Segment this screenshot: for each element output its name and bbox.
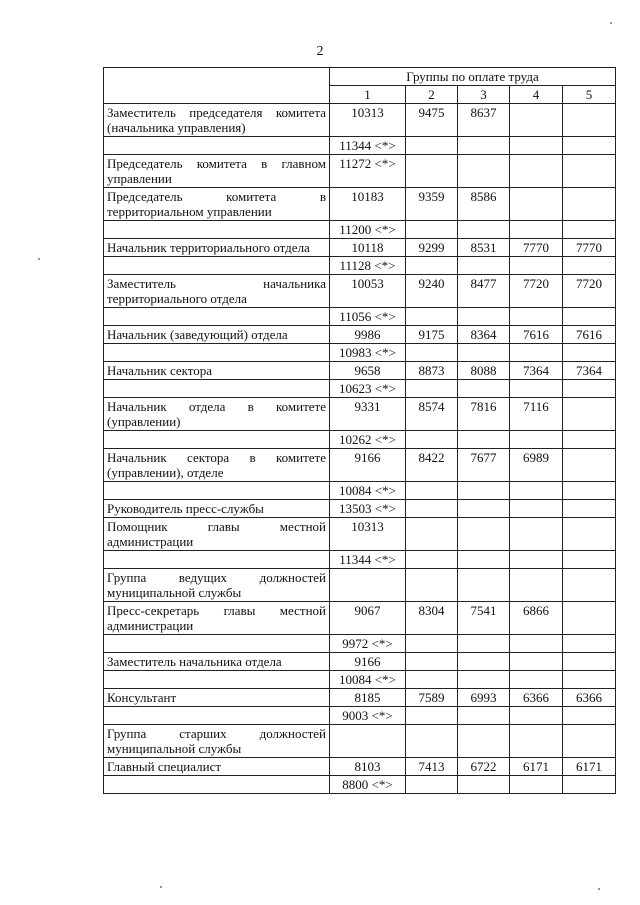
table-row	[104, 602, 616, 635]
salary-cell-group-1: 9658	[330, 362, 406, 380]
salary-cell-group-5	[563, 449, 616, 482]
salary-cell-group-5	[563, 155, 616, 188]
salary-cell-group-3	[458, 653, 510, 671]
salary-table	[103, 67, 616, 794]
salary-cell-group-1: 8800 <*>	[330, 776, 406, 794]
position-name-cell: Группа старших должностей муниципальной службы	[104, 725, 330, 758]
salary-cell-group-2	[406, 776, 458, 794]
salary-cell-group-4: 6989	[510, 449, 563, 482]
position-name-cell: Заместитель начальника территориального отдела	[104, 275, 330, 308]
salary-cell-group-3	[458, 551, 510, 569]
salary-cell-group-4	[510, 671, 563, 689]
table-row	[104, 188, 616, 221]
position-name-cell: Председатель комитета в территориальном управлении	[104, 188, 330, 221]
salary-cell-group-2	[406, 155, 458, 188]
position-name-cell	[104, 707, 330, 725]
column-header: 1	[330, 86, 406, 104]
position-name-cell: Начальник территориального отдела	[104, 239, 330, 257]
salary-cell-group-2	[406, 380, 458, 398]
salary-cell-group-5: 7364	[563, 362, 616, 380]
position-name-cell	[104, 344, 330, 362]
salary-cell-group-5	[563, 671, 616, 689]
salary-cell-group-1: 10262 <*>	[330, 431, 406, 449]
salary-cell-group-4	[510, 725, 563, 758]
salary-cell-group-4	[510, 569, 563, 602]
column-header: 4	[510, 86, 563, 104]
salary-cell-group-3: 8531	[458, 239, 510, 257]
salary-cell-group-5	[563, 308, 616, 326]
salary-cell-group-3: 6993	[458, 689, 510, 707]
salary-cell-group-2	[406, 344, 458, 362]
table-row	[104, 482, 616, 500]
position-name-cell: Председатель комитета в главном управлении	[104, 155, 330, 188]
salary-cell-group-1	[330, 569, 406, 602]
table-row	[104, 308, 616, 326]
table-row	[104, 500, 616, 518]
salary-cell-group-1: 10313	[330, 104, 406, 137]
salary-cell-group-4	[510, 551, 563, 569]
position-name-cell	[104, 635, 330, 653]
salary-cell-group-3	[458, 257, 510, 275]
salary-cell-group-3	[458, 671, 510, 689]
salary-cell-group-2	[406, 569, 458, 602]
table-row	[104, 398, 616, 431]
table-body	[104, 104, 616, 794]
salary-cell-group-4: 6171	[510, 758, 563, 776]
position-name-cell: Группа ведущих должностей муниципальной службы	[104, 569, 330, 602]
salary-cell-group-1: 11272 <*>	[330, 155, 406, 188]
salary-cell-group-3	[458, 707, 510, 725]
salary-cell-group-5	[563, 344, 616, 362]
position-name-cell	[104, 482, 330, 500]
salary-cell-group-3	[458, 344, 510, 362]
salary-cell-group-5	[563, 518, 616, 551]
salary-cell-group-1: 11344 <*>	[330, 551, 406, 569]
salary-cell-group-2	[406, 221, 458, 239]
salary-cell-group-4	[510, 344, 563, 362]
salary-cell-group-1: 11056 <*>	[330, 308, 406, 326]
salary-cell-group-2	[406, 431, 458, 449]
position-name-cell: Начальник (заведующий) отдела	[104, 326, 330, 344]
salary-cell-group-5	[563, 551, 616, 569]
salary-cell-group-2: 9299	[406, 239, 458, 257]
salary-cell-group-5	[563, 653, 616, 671]
salary-cell-group-1	[330, 725, 406, 758]
salary-cell-group-1: 9972 <*>	[330, 635, 406, 653]
salary-cell-group-2	[406, 707, 458, 725]
salary-cell-group-2	[406, 308, 458, 326]
salary-cell-group-3	[458, 725, 510, 758]
salary-cell-group-5: 7720	[563, 275, 616, 308]
salary-cell-group-2	[406, 653, 458, 671]
salary-cell-group-4	[510, 431, 563, 449]
table-row	[104, 689, 616, 707]
salary-cell-group-5	[563, 725, 616, 758]
salary-cell-group-1: 10084 <*>	[330, 482, 406, 500]
table-row	[104, 344, 616, 362]
salary-cell-group-5	[563, 221, 616, 239]
salary-cell-group-1: 13503 <*>	[330, 500, 406, 518]
salary-cell-group-3	[458, 482, 510, 500]
position-name-cell: Начальник отдела в комитете (управлении)	[104, 398, 330, 431]
position-name-cell	[104, 221, 330, 239]
salary-cell-group-1: 11200 <*>	[330, 221, 406, 239]
salary-cell-group-3	[458, 380, 510, 398]
table-row	[104, 326, 616, 344]
page-number: 2	[316, 44, 324, 59]
salary-cell-group-5: 6171	[563, 758, 616, 776]
table-row	[104, 449, 616, 482]
salary-cell-group-1: 11128 <*>	[330, 257, 406, 275]
header-row-groups	[104, 68, 616, 86]
salary-cell-group-4: 7116	[510, 398, 563, 431]
salary-cell-group-4	[510, 635, 563, 653]
salary-cell-group-2: 9359	[406, 188, 458, 221]
salary-cell-group-3: 7541	[458, 602, 510, 635]
position-name-cell: Консультант	[104, 689, 330, 707]
salary-cell-group-4: 6366	[510, 689, 563, 707]
salary-cell-group-5	[563, 188, 616, 221]
salary-cell-group-2	[406, 257, 458, 275]
salary-cell-group-2: 8422	[406, 449, 458, 482]
salary-cell-group-1: 9166	[330, 653, 406, 671]
table-row	[104, 221, 616, 239]
salary-cell-group-3: 8088	[458, 362, 510, 380]
position-name-cell	[104, 380, 330, 398]
position-name-cell: Начальник сектора в комитете (управлении), отделе	[104, 449, 330, 482]
salary-cell-group-5	[563, 482, 616, 500]
position-name-cell	[104, 137, 330, 155]
position-name-cell: Заместитель начальника отдела	[104, 653, 330, 671]
table-row	[104, 380, 616, 398]
salary-cell-group-1: 9003 <*>	[330, 707, 406, 725]
salary-cell-group-2	[406, 482, 458, 500]
salary-cell-group-4	[510, 518, 563, 551]
salary-cell-group-3	[458, 518, 510, 551]
salary-cell-group-3: 8637	[458, 104, 510, 137]
salary-cell-group-2: 9175	[406, 326, 458, 344]
column-header: 5	[563, 86, 616, 104]
table-row	[104, 155, 616, 188]
salary-cell-group-5: 7770	[563, 239, 616, 257]
salary-cell-group-1: 10183	[330, 188, 406, 221]
salary-cell-group-2: 8574	[406, 398, 458, 431]
salary-cell-group-1: 10084 <*>	[330, 671, 406, 689]
salary-cell-group-2: 7589	[406, 689, 458, 707]
position-name-cell	[104, 776, 330, 794]
salary-cell-group-1: 9331	[330, 398, 406, 431]
salary-cell-group-1: 10313	[330, 518, 406, 551]
scan-speck	[38, 258, 40, 260]
salary-cell-group-3	[458, 500, 510, 518]
table-row	[104, 671, 616, 689]
salary-cell-group-4: 7770	[510, 239, 563, 257]
salary-cell-group-3	[458, 635, 510, 653]
salary-cell-group-5	[563, 257, 616, 275]
salary-cell-group-5	[563, 380, 616, 398]
salary-cell-group-4: 6866	[510, 602, 563, 635]
salary-cell-group-2	[406, 137, 458, 155]
salary-cell-group-3: 8477	[458, 275, 510, 308]
header-empty-cell	[104, 68, 330, 104]
salary-cell-group-2	[406, 500, 458, 518]
position-name-cell: Руководитель пресс-службы	[104, 500, 330, 518]
salary-cell-group-3	[458, 308, 510, 326]
salary-cell-group-5	[563, 137, 616, 155]
salary-cell-group-4	[510, 257, 563, 275]
salary-cell-group-3	[458, 431, 510, 449]
salary-cell-group-5	[563, 398, 616, 431]
salary-cell-group-2	[406, 725, 458, 758]
table-row	[104, 725, 616, 758]
salary-cell-group-5	[563, 104, 616, 137]
table-row	[104, 431, 616, 449]
table-row	[104, 239, 616, 257]
salary-cell-group-4	[510, 653, 563, 671]
scan-speck	[598, 888, 600, 890]
salary-cell-group-2: 8304	[406, 602, 458, 635]
salary-cell-group-2: 8873	[406, 362, 458, 380]
salary-cell-group-3	[458, 776, 510, 794]
position-name-cell	[104, 257, 330, 275]
salary-cell-group-5: 7616	[563, 326, 616, 344]
table-row	[104, 551, 616, 569]
position-name-cell	[104, 551, 330, 569]
salary-cell-group-3	[458, 569, 510, 602]
table-row	[104, 635, 616, 653]
salary-cell-group-1: 10118	[330, 239, 406, 257]
salary-cell-group-2	[406, 671, 458, 689]
salary-cell-group-2: 9475	[406, 104, 458, 137]
salary-cell-group-4: 7364	[510, 362, 563, 380]
table-row	[104, 758, 616, 776]
salary-cell-group-4	[510, 776, 563, 794]
position-name-cell	[104, 671, 330, 689]
position-name-cell: Пресс-секретарь главы местной администрации	[104, 602, 330, 635]
salary-cell-group-4	[510, 500, 563, 518]
salary-cell-group-5	[563, 431, 616, 449]
salary-cell-group-4	[510, 188, 563, 221]
salary-cell-group-4	[510, 155, 563, 188]
salary-cell-group-5	[563, 602, 616, 635]
salary-cell-group-1: 8185	[330, 689, 406, 707]
salary-cell-group-1: 8103	[330, 758, 406, 776]
salary-cell-group-3: 7677	[458, 449, 510, 482]
salary-cell-group-4	[510, 707, 563, 725]
salary-cell-group-4	[510, 380, 563, 398]
salary-cell-group-4: 7616	[510, 326, 563, 344]
table-row	[104, 569, 616, 602]
table-row	[104, 776, 616, 794]
salary-cell-group-1: 9986	[330, 326, 406, 344]
salary-cell-group-5	[563, 707, 616, 725]
salary-cell-group-3	[458, 137, 510, 155]
position-name-cell	[104, 431, 330, 449]
table-row	[104, 137, 616, 155]
group-header: Группы по оплате труда	[330, 68, 616, 86]
salary-cell-group-5	[563, 500, 616, 518]
salary-cell-group-5	[563, 776, 616, 794]
salary-cell-group-4	[510, 137, 563, 155]
salary-cell-group-3: 6722	[458, 758, 510, 776]
position-name-cell: Главный специалист	[104, 758, 330, 776]
scan-speck	[610, 22, 612, 24]
salary-cell-group-4: 7720	[510, 275, 563, 308]
salary-cell-group-4	[510, 482, 563, 500]
salary-cell-group-3: 8586	[458, 188, 510, 221]
position-name-cell: Помощник главы местной администрации	[104, 518, 330, 551]
position-name-cell: Начальник сектора	[104, 362, 330, 380]
table-row	[104, 257, 616, 275]
salary-cell-group-2	[406, 551, 458, 569]
position-name-cell	[104, 308, 330, 326]
scan-speck	[160, 886, 162, 888]
salary-cell-group-2: 9240	[406, 275, 458, 308]
table-row	[104, 362, 616, 380]
salary-cell-group-2	[406, 518, 458, 551]
table-row	[104, 653, 616, 671]
salary-cell-group-1: 11344 <*>	[330, 137, 406, 155]
column-header: 2	[406, 86, 458, 104]
salary-cell-group-5: 6366	[563, 689, 616, 707]
table-row	[104, 104, 616, 137]
salary-cell-group-1: 10053	[330, 275, 406, 308]
salary-cell-group-1: 9166	[330, 449, 406, 482]
table-row	[104, 707, 616, 725]
salary-cell-group-1: 10623 <*>	[330, 380, 406, 398]
salary-cell-group-2: 7413	[406, 758, 458, 776]
salary-cell-group-4	[510, 104, 563, 137]
salary-cell-group-2	[406, 635, 458, 653]
column-header: 3	[458, 86, 510, 104]
salary-cell-group-3: 7816	[458, 398, 510, 431]
salary-cell-group-1: 10983 <*>	[330, 344, 406, 362]
salary-cell-group-3	[458, 155, 510, 188]
table-row	[104, 275, 616, 308]
salary-cell-group-5	[563, 635, 616, 653]
salary-cell-group-4	[510, 308, 563, 326]
salary-cell-group-1: 9067	[330, 602, 406, 635]
salary-cell-group-5	[563, 569, 616, 602]
table-row	[104, 518, 616, 551]
salary-cell-group-3: 8364	[458, 326, 510, 344]
salary-cell-group-3	[458, 221, 510, 239]
position-name-cell: Заместитель председателя комитета (начальника управления)	[104, 104, 330, 137]
salary-cell-group-4	[510, 221, 563, 239]
